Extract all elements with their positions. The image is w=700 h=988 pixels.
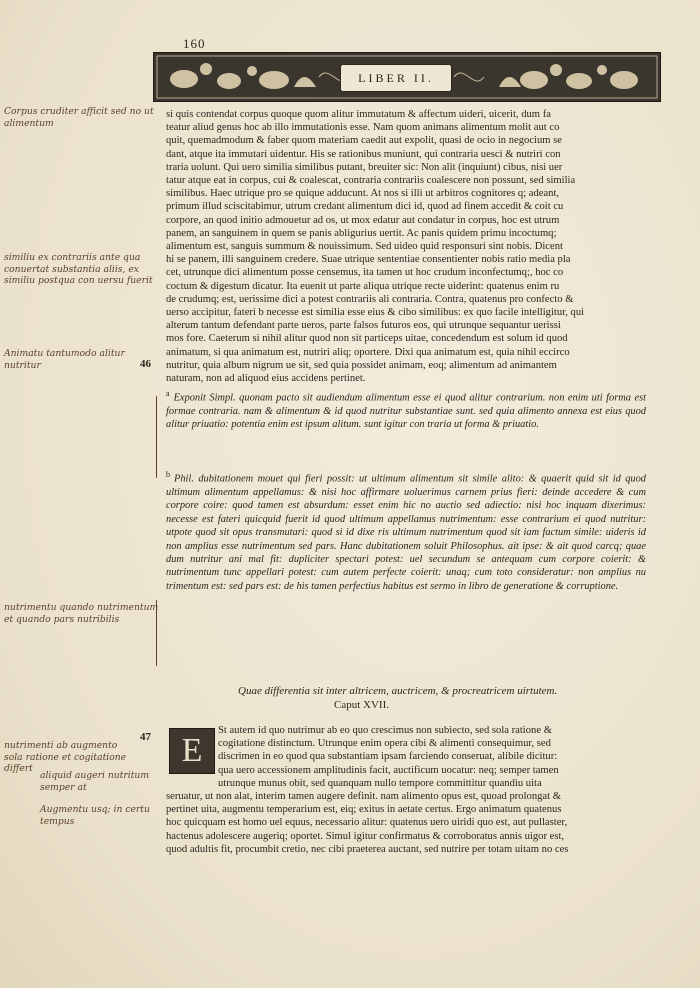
marginal-number: 46 xyxy=(140,358,151,370)
text-line: dant, atque ita immutari uidentur. His se rationibus muniunt, qui contraria uesci & nutriri con xyxy=(166,148,561,160)
text-line: de crudumq; est, uerissime dici a potest contrariis ali contraria. Contra, quatenus pro confecto & xyxy=(166,293,574,305)
text-line: coctum & digestum dicatur. Ita euenit ut parte aliqua utrique recte uiderint: quatenus enim ru xyxy=(166,280,560,292)
marginal-note: aliquid augeri nutritum semper at xyxy=(40,770,150,793)
text-line: uerso accipitur, fateri b necesse est similia esse eius & cibo similibus: ex quo facile intelligitur, qui xyxy=(166,307,585,319)
main-text-block xyxy=(166,108,646,385)
text-line: alterum tantum defendant parte ueros, parte falsos futuros eos, qui utrunque sequantur uerissi xyxy=(166,320,561,332)
chapter-line: utrunque munus obit, sed quanquam nullo tempore committitur quandiu uita xyxy=(218,777,542,789)
marginal-note: Corpus cruditer afficit sed no ut alimentum xyxy=(4,106,154,129)
chapter-line: quod adultis fit, procumbit cretio, nec cibi praeterea auctant, sed nutrire per totam uitam no ces xyxy=(166,843,569,855)
marginal-note: Animatu tantumodo alitur nutritur xyxy=(4,348,125,371)
note-marker: a xyxy=(166,389,170,398)
text-line: teatur aliud genus hoc ab illo immutationis esse. Nam quom animans alimentum molit aut co xyxy=(166,122,560,134)
text-line: animatum, si qua animatum est, nutriri aliq; oportere. Dixi qua animatum est, quia nihil eccirco xyxy=(166,346,570,358)
text-line: alimentum est, sanguis summum & nouissimum. Sed uideo quid responsuri sint nobis. Dicent xyxy=(166,241,563,253)
text-line: primum illud sciscitabimur, utrum credant alimentum dici id, quod ad finem accedit & coit cu xyxy=(166,201,564,213)
chapter-text-block xyxy=(166,724,646,856)
margin-bracket xyxy=(156,396,157,478)
text-line: hi se panem, illi sanguinem credere. Suae utrique sententiae consentienter nobis ratio media pla xyxy=(166,254,571,266)
marginal-note: nutrimenti ab augmento sola ratione et cogitatione differt xyxy=(4,740,127,775)
text-line: si quis contendat corpus quoque quom alitur immutatum & affectum uideri, uicerit, dum fa xyxy=(166,109,551,120)
chapter-heading xyxy=(238,684,598,712)
text-line: nutritur, quia album nigrum ue sit, sed quia possidet animam, eoq; alimentum ad animantem xyxy=(166,359,557,371)
chapter-number: Caput XVII. xyxy=(334,699,389,711)
annotation-note-a xyxy=(166,387,646,434)
text-line: traria uolunt. Qui uero similia similibus putant, breuiter sic: Non alit (inquiunt) cibus, nisi uer xyxy=(166,161,563,173)
marginal-note: similiu ex contrariis ante qua conuertat substantia aliis, ex similiu postqua con uersu fuerit xyxy=(4,252,153,287)
text-line: mos fore. Caeterum si nihil alitur quod non sit particeps uitae, concedendum est solum id quod xyxy=(166,333,568,345)
folio-number: 160 xyxy=(183,36,206,51)
chapter-line: discrimen in eo quod qua substantiam ipsam farciendo conseruat, alibile dicitur: xyxy=(218,751,558,763)
chapter-line: pertinet uita, augmentu temperarium est, eiq; exitus in aetate certus. Ergo animatum quatenus xyxy=(166,804,562,816)
note-text: Phil. dubitationem mouet qui fieri possit: ut ultimum alimentum sit simile alito: & quaerit quid sit id quod ultimum alimentum appellamus: & nisi hoc affirmare uoluerimus carnem prius fieri: deinde accedere & cum corpore coire: quod tamen est absurdum: esset enim hic no auctio sed adiectio: nisi hoc inquam dixerimus: necesse est fateri quicquid fuerit id quod ultimum appellamus nutrimentum: esse contrarium ei quod nutritur: utpote quod sit opus transmutari: quod si id dixe ris ultimum nutrimentum quod sit iam factum simile: uideris id non amplius esse nutrimentum sed pars. Hanc dubitationem soluit Philosophus. ait ipse: & ait quod carcq; quae dum nutritur ani mal fit: dupliciter spectari potest: uel secundum se antequam cum corpore coierit: & nutrimentum tunc appellari potest: cum autem perfecte coierit: unaq; cum toto consideratur: non amplius nu trimentum est: sed pars est: de his tamen perfectius habitus est sermo in libro de generatione & corruptione. xyxy=(166,473,646,592)
chapter-line: cogitatione distinctum. Utrunque enim opera cibi & alimenti consequimur, sed xyxy=(218,738,551,750)
text-line: naturam, non ad aliquod eius accidens pertinet. xyxy=(166,373,366,385)
text-line: tatur atque eat in corpus, cui & coalescat, contraria contrariis coalescere non possunt, sed similia xyxy=(166,175,576,187)
text-line: similibus. Haec utrique pro se quique adducunt. At nos si illi ut arbitros cognitores q; adeant, xyxy=(166,188,560,200)
text-line: corpore, an quod initio admouetur ad os, ut mox edatur aut condatur in corpus, hoc est utrum xyxy=(166,214,560,226)
running-head: LIBER II. xyxy=(340,64,452,92)
marginal-note: Augmentu usq; in certu tempus xyxy=(40,804,150,827)
note-marker: b xyxy=(166,470,170,479)
chapter-line: hactenus adolescere augeriq; oportet. Simul igitur confirmatus & corroboratus annis uigor est, xyxy=(166,830,565,842)
text-line: quit, quemadmodum & faber quom materiam caedit aut expolit, quasi de ocio in negocium se xyxy=(166,135,562,147)
decorated-initial: E xyxy=(169,728,215,774)
chapter-title: Quae differentia sit inter altricem, auctricem, & procreatricem uirtutem. xyxy=(238,685,558,697)
text-line: panem, an sanguinem in quem se panis abligurius uertit. Ac panis quidem primu incoctumq; xyxy=(166,227,557,239)
chapter-line: hoc quicquam est homo uel equus, necessario alitur: quatenus uero uiridi quo est, aut pullaster, xyxy=(166,817,568,829)
text-line: cet, utrunque dici alimentum posse censemus, ita tamen ut hoc crudum inconfectumq;, hoc co xyxy=(166,267,564,279)
marginal-number: 47 xyxy=(140,731,151,743)
margin-bracket xyxy=(156,600,157,666)
note-text: Exponit Simpl. quonam pacto sit audiendum alimentum esse ei quod alitur contrarium. non enim uti forma est formae contraria. nam & alimentum & id quod nutritur substantiae sunt. sed quia alimento annexa est eius quod alitur priuatio: potentia enim est ipsum alitum. sunt igitur con traria ut forma & priuatio. xyxy=(166,392,646,431)
annotation-note-b xyxy=(166,468,646,595)
chapter-line: seruatur, ut non alat, interim tamen augere definit. nam alimento opus est, quoad prolongat & xyxy=(166,791,561,803)
chapter-line: qua uero accessionem amplitudinis facit, auctificum uocatur: neq; semper tamen xyxy=(218,764,559,776)
marginal-note: nutrimentu quando nutrimentum et quando pars nutribilis xyxy=(4,602,159,625)
chapter-line: St autem id quo nutrimur ab eo quo crescimus non subiecto, sed sola ratione & xyxy=(218,725,552,736)
